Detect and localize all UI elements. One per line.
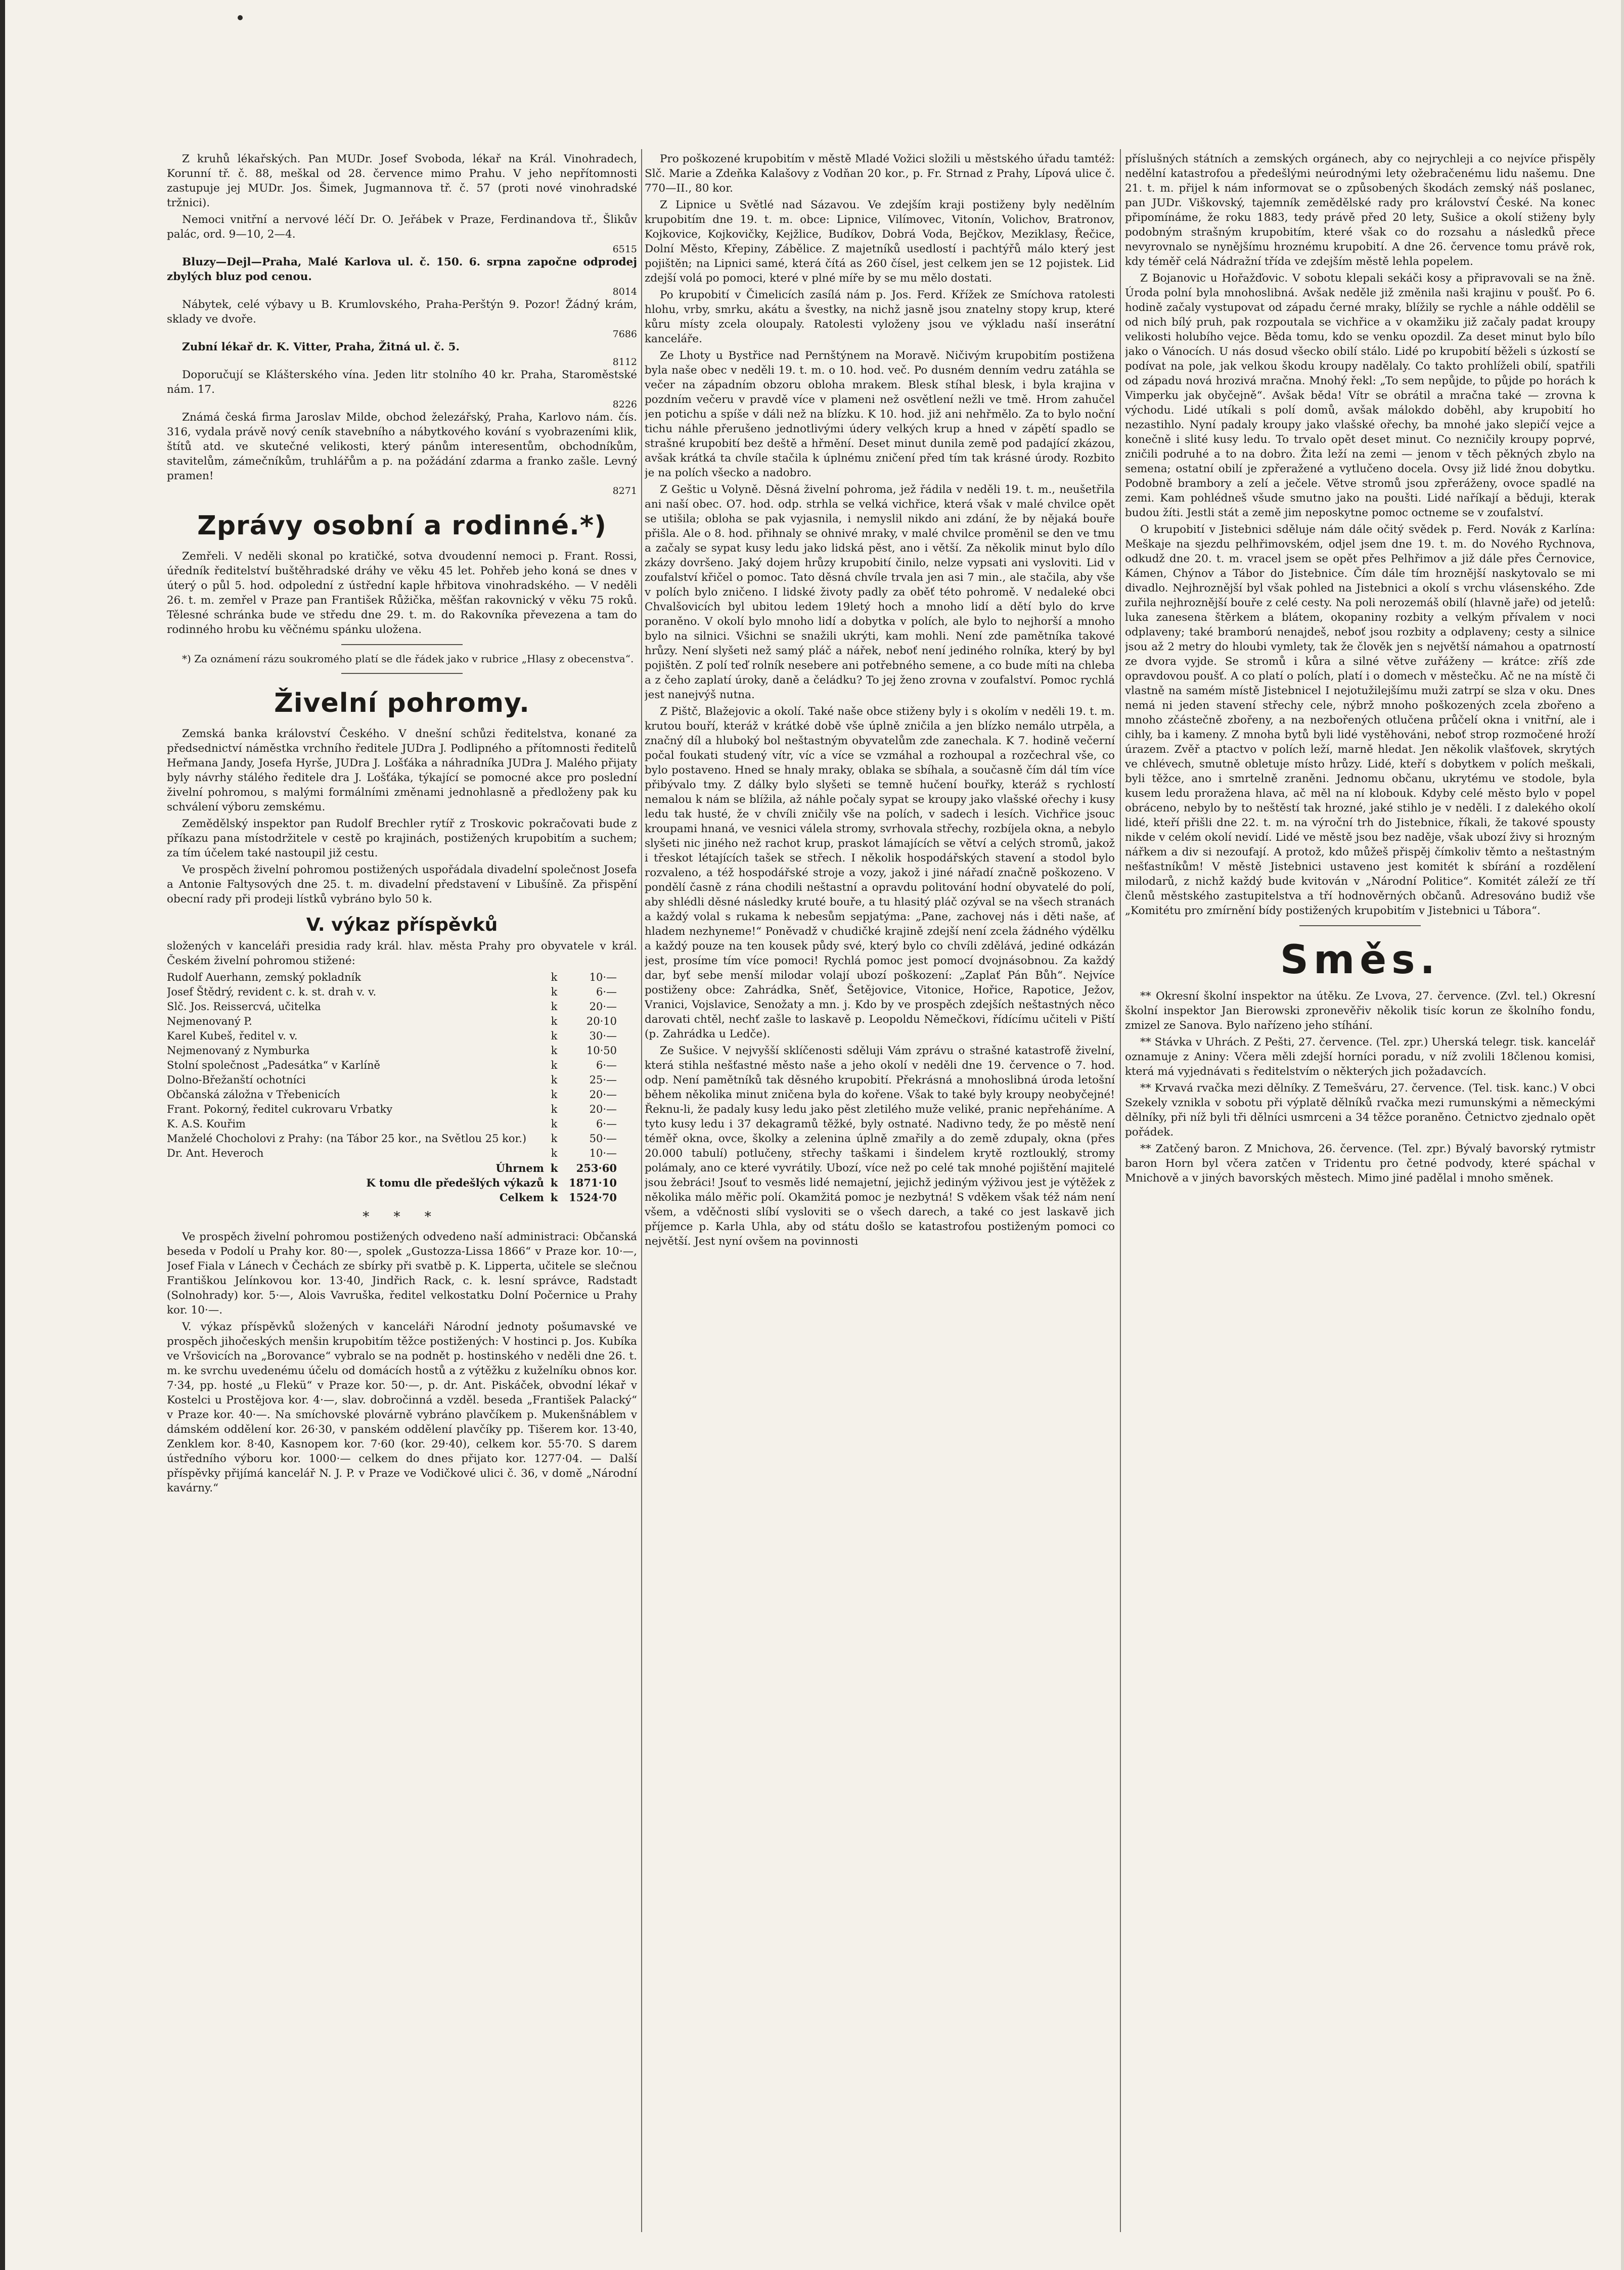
- ad-blouses: Bluzy—Dejl—Praha, Malé Karlova ul. č. 150. 6. srpna započne odprodej zbylých bluz pod cenou.: [167, 256, 637, 283]
- total-label: Úhrnem: [495, 1162, 544, 1174]
- table-row: [167, 1029, 637, 1043]
- currency: k: [551, 971, 558, 983]
- donor-name: Nejmenovaný z Nymburka: [167, 1045, 310, 1057]
- previous-amount: 1871·10: [569, 1176, 617, 1189]
- amount: 20·10: [586, 1015, 617, 1027]
- ad-number: 8226: [612, 399, 637, 410]
- news-baron: ** Zatčený baron. Z Mnichova, 26. července. (Tel. zpr.) Bývalý bavorský rytmistr baron Horn byl včera zatčen v Tridentu pro četné podvody, které spáchal v Mnichově a v jiných bavorských městech. Mimo jiné padělal i mnoho směnek.: [1125, 1143, 1595, 1185]
- table-row: [167, 1058, 637, 1073]
- currency: k: [551, 986, 558, 998]
- section-stars: * * *: [363, 1209, 441, 1224]
- contributions-intro: složených v kanceláři presidia rady král. hlav. města Prahy pro obyvatele v král. Českém živelní pohromou stižené:: [167, 940, 637, 967]
- table-row: [167, 1043, 637, 1058]
- currency: k: [551, 1074, 558, 1086]
- grand-total-amount: 1524·70: [569, 1191, 617, 1204]
- ad-dentist: Zubní lékař dr. K. Vitter, Praha, Žitná ul. č. 5.: [182, 341, 460, 353]
- previous-label: K tomu dle předešlých výkazů: [366, 1176, 544, 1189]
- column-right: [1125, 152, 1595, 2235]
- currency: k: [551, 1118, 558, 1130]
- currency: k: [551, 1015, 558, 1027]
- section-heading-disasters: Živelní pohromy.: [274, 688, 530, 718]
- divider: [341, 673, 463, 674]
- donor-name: Manželé Chocholovi z Prahy: (na Tábor 25 kor., na Světlou 25 kor.): [167, 1132, 527, 1145]
- amount: 25·—: [589, 1074, 617, 1086]
- article-administration-donations: Ve prospěch živelní pohromou postižených odvedeno naší administraci: Občanská beseda v Podolí u Prahy kor. 80·—, spolek „Gustozza-Lissa 1866“ v Praze kor. 10·—, Josef Fiala v Lánech v Čechách ze sbírky při svatbě p. K. Lipperta, učitele se slečnou Františkou Jelínkovou kor. 13·40, Jindřich Rack, c. k. lesní správce, Radstadt (Solnohrady) kor. 5·—, Alois Vavruška, ředitel velkostatku Dolní Počernice u Prahy kor. 10·—.: [167, 1231, 637, 1316]
- heading-contributions: V. výkaz příspěvků: [306, 915, 498, 935]
- table-row: [167, 1000, 637, 1014]
- notice-doctors: Z kruhů lékařských. Pan MUDr. Josef Svoboda, lékař na Král. Vinohradech, Korunní tř. č. 88, meškal od 28. července mimo Prahu. V jeho nepřítomnosti zastupuje jej MUDr. Jos. Šimek, Jugmannova tř. č. 57 (proti nové vinohradské tržnici).: [167, 153, 637, 209]
- article-njp-donations: V. výkaz příspěvků složených v kanceláři Národní jednoty pošumavské ve prospěch jihočeských menšin krupobitím těžce postižených: V hostinci p. Jos. Kubíka ve Vršovicích na „Borovance“ vybralo se na podnět p. hostinského v neděli dne 26. t. m. ke svrchu uvedenému účelu od domácích hostů a z výtěžku z kuželníku obnos kor. 7·34, pp. hosté „u Flekü“ v Praze kor. 50·—, p. dr. Ant. Piskáček, obvodní lékař v Kostelci u Prostějova kor. 4·—, slav. dobročinná a vzděl. beseda „František Palacký“ v Praze kor. 40·—. Na smíchovské plovárně vybráno plavčíkem p. Mukenšnáblem v dámském oddělení kor. 26·30, v panském oddělení plavčíky pp. Tišerem kor. 13·40, Zenklem kor. 8·40, Kasnopem kor. 7·60 (kor. 29·40), celkem kor. 55·70. S darem ústředního výboru kor. 1000·— celkem do dnes přijato kor. 1277·04. — Další příspěvky přijímá kancelář N. J. P. v Praze ve Vodičkové ulici č. 36, v domě „Národní kavárny.“: [167, 1321, 637, 1494]
- news-strike: ** Stávka v Uhrách. Z Pešti, 27. července. (Tel. zpr.) Uherská telegr. tisk. kancelář oznamuje z Aniny: Včera měli zdejší horníci poradu, v níž zvolili 18členou komisi, která má vyjednávati s ředitelstvím o některých jich požadavcích.: [1125, 1036, 1595, 1078]
- ad-furniture: Nábytek, celé výbavy u B. Krumlovského, Praha-Perštýn 9. Pozor! Žádný krám, sklady ve dvoře.: [167, 298, 637, 326]
- donor-name: Dolno-Břežanští ochotníci: [167, 1074, 306, 1086]
- divider: [1299, 925, 1421, 926]
- currency: k: [551, 1147, 558, 1159]
- amount: 10·—: [589, 971, 617, 983]
- currency: k: [551, 1103, 558, 1115]
- article-gestice: Z Geštic u Volyně. Děsná živelní pohroma, jež řádila v neděli 19. t. m., neušetřila ani naší obec. O7. hod. odp. strhla se velká vichřice, která však v malé chvilce opět se utišila; obloha se pak vyjasnila, i nemyslil nikdo ani zdání, že by nějaká bouře přišla. Ale o 8. hod. přihnaly se ohnivé mraky, v malé chvilce proměnil se den ve tmu a začaly se sypat kusy ledu jako lidská pěst, ano i větší. Za několik minut bylo dílo zkázy dovršeno. Jaký dojem hrůzy krupobití činilo, nelze vypsati ani vysloviti. Lid v zoufalství křičel o pomoc. Tato děsná chvíle trvala jen asi 7 min., ale stačila, aby vše v polích bylo zničeno. I lidské životy padly za oběť této pohromě. V nedaleké obci Chvalšovicích byl ubitou ledem 19letý hoch a mnoho lidí a dětí bylo do krve poraněno. V okolí bylo mnoho lidí a dobytka v polích, ale bylo to nejhorší a mnoho bylo na silnici. Všichni se snažili ukrýti, kam mohli. Není zde pamětníka takové hrůzy. Není slyšeti než samý pláč a nářek, neboť není jediného rolníka, který by byl pojištěn. Z polí teď rolník nesebere ani potřebného semene, a co bude míti na chleba a z čeho zaplatí úroky, daně a čeládku? To jej ženo zrovna v zoufalství. Pomoc rychlá jest nanejvýš nutna.: [645, 483, 1115, 701]
- ad-number: 8271: [612, 485, 637, 496]
- table-row-total: [167, 1161, 637, 1175]
- table-row: [167, 1102, 637, 1117]
- amount: 50·—: [589, 1132, 617, 1145]
- donor-name: Občanská záložna v Třebenicích: [167, 1088, 340, 1101]
- donor-name: Stolní společnost „Padesátka“ v Karlíně: [167, 1059, 380, 1071]
- currency: k: [551, 1001, 558, 1013]
- amount: 20·—: [589, 1088, 617, 1101]
- article-pistec: Z Pištč, Blažejovic a okolí. Také naše obce stiženy byly i s okolím v neděli 19. t. m. krutou bouří, kteráž v krátké době vše úplně zničila a jen blízko nemálo utrpěla, a značný díl a hluboký bol neštastným obyvatelům zde zanechala. K 7. hodině večerní počal foukati studený vítr, víc a více se vzmáhal a rozhoupal a rozčechral vše, co bylo postaveno. Hned se hnaly mraky, oblaka se sbíhala, a současně čím dál tím více přibývalo tmy. Z dálky bylo slyšeti se temně hučení bouřky, kteráž s rychlostí nemalou k nám se blížila, až náhle počaly sypat se kroupy jako vlašské ořechy i kusy ledu tak husté, že v chvíli zničily vše na polích, v sadech i lesích. Vichřice jsouc kroupami hnaná, ve vesnici válela stromy, svrhovala střechy, rozbíjela okna, a nebylo slyšeti nic jiného než rachot krup, praskot lámajících se větví a celých stromů, jakož i třeskot létajících tašek se střech. I několik hospodářských stavení a stodol bylo rozvaleno, a též hospodářské stroje a vozy, jakož i jiné nářadí značně poškozeno. V pondělí časně z rána chodili neštastní a opravdu politování hodní obyvatelé do polí, aby shlédli děsné následky kruté bouře, a tu hlasitý pláč ozýval se na všech stranách a každý volal s rukama k nebesům sepjatýma: „Pane, zachovej nás i děti naše, ať hladem nezhyneme!“ Poněvadž v chudičké krajině zdejší není zcela žádného výdělku a každý pouze na ten kousek půdy své, který bylo co chvíli zdělává, jediné odkázán jest, prosíme tím více pomoci! Rychlá pomoc jest pomocí dvojnásobnou. Za každý dar, byť sebe menší milodar volají ubozí poškození: „Zaplať Pán Bůh“. Nejvíce postiženy obce: Zahrádka, Sněť, Šetějovice, Vitonice, Hořice, Rapotice, Ježov, Vranici, Vojslavice, Senožaty a mn. j. Kdo by ve prospěch zdejších neštastných něco darovati chtěl, nechť zašle to laskavě p. Leopoldu Němečkovi, řídícímu učiteli v Piští (p. Zahrádka u Ledče).: [645, 705, 1115, 1040]
- table-row-grand-total: [167, 1190, 637, 1205]
- article-susice-continued: příslušných státních a zemských orgánech, aby co nejrychleji a co nejvíce přispěly nedělní katastrofou a předešlými neúrodnými lety ožebračenému lidu našemu. Dne 21. t. m. přijel k nám informovat se o způsobených škodách zemský náš poslanec, pan JUDr. Viškovský, tajemník zemědělské rady pro království České. Na konec připomínáme, že roku 1883, tedy právě před 20 lety, Sušice a okolí stiženy byly podobným strašným krupobitím, které však co do rozsahu a následků přece nevyrovnalo se nynějšímu hroznému krupobití. A dne 26. července tomu právě rok, kdy téměř celá Nádražní třída ve zdejším městě lehla popelem.: [1125, 153, 1595, 268]
- ad-number: 7686: [612, 329, 637, 340]
- divider: [341, 644, 463, 645]
- article-theatre: Ve prospěch živelní pohromou postižených uspořádala divadelní společnost Josefa a Antonie Faltysových dne 25. t. m. divadelní představení v Libušíně. Za přispění obecní rady při prodeji lístků vybráno bylo 50 k.: [167, 864, 637, 905]
- currency: k: [551, 1030, 558, 1042]
- article-mlada-vozice: Pro poškozené krupobitím v městě Mladé Vožici složili u městského úřadu tamtéž: Slč. Marie a Zdeňka Kalašovy z Vodňan 20 kor., p. Fr. Strnad z Prahy, Lípová ulice č. 770—II., 80 kor.: [645, 153, 1115, 195]
- article-land-bank: Zemská banka království Českého. V dnešní schůzi ředitelstva, konané za předsednictví náměstka vrchního ředitele JUDra J. Podlipného a přítomnosti ředitelů Heřmana Jandy, Josefa Hyrše, JUDra J. Lošťáka a náhradníka JUDra J. Malého přijaty byly návrhy stálého ředitele dra J. Lošťáka, týkající se pomocné akce pro poslední živelní pohromou, s malými formálními změnami jednohlasně a předloženy pak ku schválení výboru zemskému.: [167, 728, 637, 813]
- donor-name: Nejmenovaný P.: [167, 1015, 252, 1027]
- amount: 20·—: [589, 1103, 617, 1115]
- column-rule-2: [1120, 149, 1121, 2232]
- currency: k: [551, 1045, 558, 1057]
- amount: 10·—: [589, 1147, 617, 1159]
- amount: 6·—: [596, 1059, 617, 1071]
- amount: 20·—: [589, 1001, 617, 1013]
- column-left: [167, 152, 637, 2235]
- footnote: *) Za oznámení rázu soukromého platí se dle řádek jako v rubrice „Hlasy z obecenstva“.: [182, 653, 634, 665]
- ad-milde: Známá česká firma Jaroslav Milde, obchod železářský, Praha, Karlovo nám. čís. 316, vydala právě nový ceník stavebního a nábytkového kování s vyobrazeními klik, štítů atd. ve skutečné velikosti, který pánům interesentům, obchodníkům, stavitelům, zámečníkům, truhlářům a p. na požádání zdarma a franko zašle. Levný pramen!: [167, 411, 637, 482]
- grand-total-label: Celkem: [499, 1191, 544, 1204]
- donations-table: [167, 970, 637, 1205]
- section-heading-miscellany: Směs.: [1280, 937, 1440, 983]
- total-amount: 253·60: [576, 1162, 617, 1174]
- ad-number: 6515: [612, 244, 637, 255]
- ad-nervous-diseases: Nemoci vnitřní a nervové léčí Dr. O. Jeřábek v Praze, Ferdinandova tř., Šlikův palác, ord. 9—10, 2—4.: [167, 213, 637, 241]
- amount: 6·—: [596, 1118, 617, 1130]
- ad-wine: Doporučují se Klášterského vína. Jeden litr stolního 40 kr. Praha, Staroměstské nám. 17.: [167, 369, 637, 396]
- amount: 10·50: [586, 1045, 617, 1057]
- section-heading-personal: Zprávy osobní a rodinné.*): [197, 511, 607, 541]
- currency: k: [551, 1132, 558, 1145]
- donor-name: Rudolf Auerhann, zemský pokladník: [167, 971, 362, 983]
- amount: 30·—: [589, 1030, 617, 1042]
- donor-name: Josef Štědrý, revident c. k. st. drah v. v.: [167, 986, 377, 998]
- donor-name: Slč. Jos. Reissercvá, učitelka: [167, 1001, 321, 1013]
- currency: k: [550, 1162, 558, 1174]
- donor-name: Karel Kubeš, ředitel v. v.: [167, 1030, 298, 1042]
- news-inspector: ** Okresní školní inspektor na útěku. Ze Lvova, 27. července. (Zvl. tel.) Okresní školní inspektor Jan Bierowski zpronevěřiv několik tisíc korun ze školního fondu, zmizel ze Sanova. Bylo nařízeno jeho stíhání.: [1125, 990, 1595, 1032]
- table-row: [167, 985, 637, 1000]
- currency: k: [550, 1176, 558, 1189]
- table-row-previous: [167, 1175, 637, 1190]
- table-row: [167, 970, 637, 985]
- article-cimelice: Po krupobití v Čimelicích zasílá nám p. Jos. Ferd. Křížek ze Smíchova ratolesti hlohu, vrby, smrku, akátu a švestky, na nichž jasně jsou znatelny stopy krup, které kůru místy zcela oloupaly. Ratolesti vyloženy jsou ve výkladu naší inserátní kanceláře.: [645, 289, 1115, 345]
- article-lipnice: Z Lipnice u Světlé nad Sázavou. Ve zdejším kraji postiženy byly nedělním krupobitím dne 19. t. m. obce: Lipnice, Vilímovec, Vitonín, Volichov, Bratronov, Kojkovice, Kojkovičky, Kejžlice, Budíkov, Dobrá Voda, Bejčkov, Meziklasy, Řečice, Dolní Město, Křepiny, Zábělice. Z majetníků usedlostí i pachtýřů málo který jest pojištěn; na Lipnici samé, která čítá as 260 čísel, jest celkem jen se 12 pojistek. Lid zdejší volá po pomoci, které v plné míře by se mu mělo dostati.: [645, 199, 1115, 285]
- news-brawl: ** Krvavá rvačka mezi dělníky. Z Temešváru, 27. července. (Tel. tisk. kanc.) V obci Szekely vznikla v sobotu při výplatě dělníků rvačka mezi rumunskými a německými dělníky, při níž byli tři dělníci usmrceni a 34 těžce poraněno. Četnictvo zjednalo opět pořádek.: [1125, 1082, 1595, 1139]
- ad-number: 8014: [612, 286, 637, 297]
- donor-name: K. A.S. Kouřim: [167, 1118, 246, 1130]
- table-row: [167, 1073, 637, 1087]
- column-rule-1: [641, 149, 642, 2232]
- currency: k: [551, 1059, 558, 1071]
- table-row: [167, 1131, 637, 1146]
- article-lhota: Ze Lhoty u Bystřice nad Pernštýnem na Moravě. Ničivým krupobitím postižena byla naše obec v neděli 19. t. m. o 10. hod. več. Po dusném denním vedru zatáhla se večer na západním obzoru obloha mrakem. Blesk stíhal blesk, i byla krajina v pozdním večeru v pravdě více v plameni než osvětlení nežli ve tmě. Hrom zahučel jen potichu a spíše v dáli než na blízku. K 10. hod. již ani nehřmělo. Za to bylo noční tichu náhle přerušeno jednotlivými údery velkých krup a hned v zápětí spadlo se strašné krupobití bez deště a hřmění. Deset minut dunila země pod padající zkázou, avšak krátká ta chvíle stačila k úplnému zničení před tím tak krásné úrody. Rozbito je na polích všecko a nadobro.: [645, 349, 1115, 479]
- ad-number: 8112: [612, 356, 637, 368]
- article-inspector: Zemědělský inspektor pan Rudolf Brechler rytíř z Troskovic pokračovati bude z příkazu pana místodržitele v cestě po krajinách, postižených krupobitím a suchem; za tím účelem také nastoupil již cestu.: [167, 818, 637, 859]
- amount: 6·—: [596, 986, 617, 998]
- currency: k: [550, 1191, 558, 1204]
- article-jistebnice: O krupobití v Jistebnici sděluje nám dále očitý svědek p. Ferd. Novák z Karlína: Meškaje na sjezdu pelhřimovském, odjel jsem dne 19. t. m. do Nového Rychnova, odkudž dne 20. t. m. vracel jsem se opět přes Pelhřimov a již dále přes Černovice, Kámen, Chýnov a Tábor do Jistebnice. Čím dále tím hroznější naskytovalo se mi divadlo. Nejhroznější byl však pohled na Jistebnici a okolí s vrchu vlásenského. Zde zuřila nejhroznější bouře z celé cesty. Na poli nerozemáš obilí (hlavně jaře) od jetelů: luka zanesena štěrkem a blátem, okopaniny rozbity a velkým přívalem v noci odplaveny; také bramború nenajdeš, neboť jsou rozbity a odplaveny; cesty a silnice jsou až 2 metry do hloubi vymlety, tak že člověk jen s největší námahou a opatrností ze dvora vyjde. Se stromů i kůra a silné větve zuřáženy — krátce: zříš zde opravdovou poušť. A co platí o polích, platí i o domech v městečku. Ač ne na místě či vlastně na samém místě Jistebnicel I nejotužilejšímu muži zatrpí se slza v oku. Dnes nemá ni jeden stavení střechy cele, nýbrž mnoho poškozených zcela zbořeno a mnoho zčástečně zbořeny, a na nezbořených otlučena průčelí okna i vnitřní, ale i cihly, ba i kameny. Z mnoha bytů byli lidé vystěhováni, neboť strop rozmočené hroží úrazem. Zvěř a ptactvo v polích leží, marně hledat. Jen několik vlašťovek, skrytých ve chlévech, smutně obletuje místo hrůzy. Lidé, kteří s dobytkem v polích meškali, byli těžce, ano i smrtelně zraněni. Jednomu občanu, ukrytému ve stodole, byla kusem ledu proražena hlava, ač měl na ní klobouk. Kdyby celé město bylo v popel obráceno, nebylo by to neštěstí tak hrozné, jaké stihlo je v neděli. I z dalekého okolí lidé, kteří přišli dne 22. t. m. na výroční trh do Jistebnice, říkali, že takové spousty nikde v celém okolí nevidí. Lidé ve městě jsou bez naděje, však ubozí živy si hrozným nářkem a div si nezoufají. A protož, kdo můžeš přispěj čímkoliv těmto a neštastným nešťastníkům! V městě Jistebnici ustaveno jest komitét k sbírání a rozdělení milodarů, z nichž každý bude kvitován v „Národní Politice“. Komitét záleží ze tří členů městského zastupitelstva a tří hodnověrných občanů. Adresováno budiž vše „Komitétu pro zmírnění bídy postižených krupobitím v Jistebnici u Tábora“.: [1125, 523, 1595, 917]
- table-row: [167, 1087, 637, 1102]
- ink-spot: [238, 15, 243, 20]
- donor-name: Frant. Pokorný, ředitel cukrovaru Vrbatky: [167, 1103, 393, 1115]
- obituaries: Zemřeli. V neděli skonal po kratičké, sotva dvoudenní nemoci p. Frant. Rossi, úředník ředitelství buštěhradské dráhy ve věku 45 let. Pohřeb jeho koná se dnes v úterý o půl 5. hod. odpolední z ústřední kaple hřbitova vinohradského. — V neděli 26. t. m. zemřel v Praze pan František Růžička, měšťan rakovnický v věku 75 roků. Tělesné schránka bude ve středu dne 29. t. m. do Rakovníka převezena a tam do rodinného hrobu ku věčnému spánku uložena.: [167, 550, 637, 636]
- currency: k: [551, 1088, 558, 1101]
- column-middle: [645, 152, 1115, 2235]
- article-bojanovice: Z Bojanovic u Hořažďovic. V sobotu klepali sekáči kosy a připravovali se na žně. Úroda polní byla mnohoslibná. Avšak neděle již změnila naši krajinu v poušť. Po 6. hodině začaly vystupovat od západu černé mraky, blížily se rychle a náhle oddělil se od nich bílý pruh, pak rozpoutala se vichřice a v okamžiku již začaly padat kroupy velikosti holubího vejce. Běda tomu, kdo se venku opozdil. Za deset minut bylo bílo jako o Vánocích. U nás dosud všecko obilí stálo. Lidé po krupobití běželi s úzkostí se podívat na pole, jak velkou škodu kroupy nadělaly. Co takto prohlíželi obilí, spatřili od západu nová hrozivá mračna. Mnohý řekl: „To sem nepůjde, to půjde po horách k Vimperku jak obyčejně“. Avšak běda! Vítr se obrátil a mračna také — zrovna k východu. Lidé utíkali s polí domů, avšak málokdo doběhl, aby krupobití ho nezastihlo. Nyní padaly kroupy jako vlašské ořechy, ba mnohé jako slepičí vejce a konečně i slité kusy ledu. To trvalo opět deset minut. Co nezničily kroupy poprvé, zničili podruhé a to na dobro. Žita leží na zemi — jenom v těch pěkných zbylo na semena; ostatní obilí je zpřeražené a vytlučeno docela. Ovsy již lidé žnou dobytku. Podobně brambory a zelí a ječele. Větve stromů jsou zpřeráženy, ovoce spadlé na zemi. Kam pohlédneš všude smutno jako na poušti. Lidé naříkají a běduji, kterak budou žíti. Jestli stát a země jim neposkytne pomoc octneme se v zoufalství.: [1125, 272, 1595, 519]
- table-row: [167, 1146, 637, 1161]
- article-susice: Ze Sušice. V nejvyšší sklíčenosti sděluji Vám zprávu o strašné katastrofě živelní, která stihla nešťastné město naše a jeho okolí v neděli dne 19. července o 7. hod. odp. Není pamětníků tak děsného krupobití. Překrásná a mnohoslibná úroda letošní během několika minut zničena byla do kořene. Však to také byly kroupy neobyčejné! Řeknu-li, že padaly kusy ledu jako pěst zletilého muže veliké, pranic nepřeháníme. A tyto kusy ledu i 37 dekagramů těžké, byly ostnaté. Nadivno tedy, že po městě není téměř okna, ovce, školky a zelenina úplně zmařily a do země zdupaly, okna (přes 20.000 tabulí) potlučeny, střechy taškami i šindelem krytě roztlouklý, stromy polámaly, ano ce které vyvrátily. Ubozí, více než po celé tak mnohé pojištění majitelé jsou žebráci! Jsouť to vesměs lidé nemajetní, jejichž jediným výživou jest je výtěžek z několika málo měřic polí. Okamžitá pomoc je nezbytná! S vděkem však též nám není všem, a vděčnosti slíbí vysloviti se o všech darech, a také co jest laskavě jich příjemce p. Karla Uhla, aby od státu došlo se katastrofou postiženým pomoci co největší. Jest nyní ovšem na povinnosti: [645, 1045, 1115, 1248]
- table-row: [167, 1117, 637, 1131]
- table-row: [167, 1014, 637, 1029]
- donor-name: Dr. Ant. Heveroch: [167, 1147, 264, 1159]
